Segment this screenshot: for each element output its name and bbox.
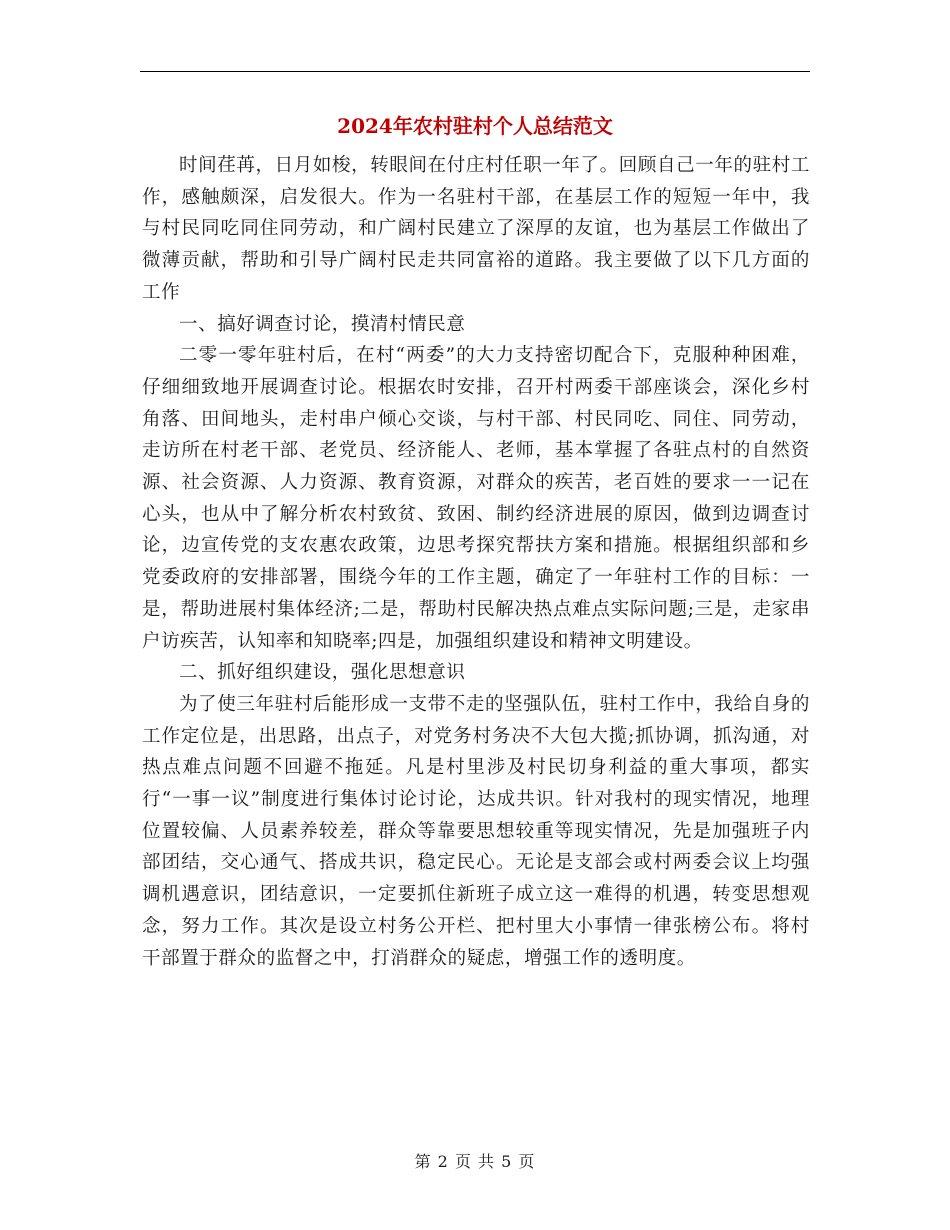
paragraph-intro: 时间荏苒，日月如梭，转眼间在付庄村任职一年了。回顾自己一年的驻村工作，感触颇深，启发很大。作为一名驻村干部，在基层工作的短短一年中，我与村民同吃同住同劳动，和广阔村民建立了深厚的友谊，也为基层工作做出了微薄贡献，帮助和引导广阔村民走共同富裕的道路。我主要做了以下几方面的工作 — [142, 155, 810, 303]
section-heading-2: 二、抓好组织建设，强化思想意识 — [179, 662, 466, 684]
paragraph-section-1: 二零一零年驻村后，在村“两委”的大力支持密切配合下，克服种种困难，仔细细致地开展调查讨论。根据农时安排，召开村两委干部座谈会，深化乡村角落、田间地头，走村串户倾心交谈，与村干部、村民同吃、同住、同劳动，走访所在村老干部、老党员、经济能人、老师，基本掌握了各驻点村的自然资源、社会资源、人力资源、教育资源，对群众的疾苦，老百姓的要求一一记在心头，也从中了解分析农村致贫、致困、制约经济进展的原因，做到边调查讨论，边宣传党的支农惠农政策，边思考探究帮扶方案和措施。根据组织部和乡党委政府的安排部署，围绕今年的工作主题，确定了一年驻村工作的目标：一是，帮助进展村集体经济;二是，帮助村民解决热点难点实际问题;三是，走家串户访疾苦，认知率和知晓率;四是，加强组织建设和精神文明建设。 — [142, 345, 810, 652]
header-rule — [140, 71, 810, 72]
document-body — [142, 150, 810, 974]
section-heading-1: 一、搞好调查讨论，摸清村情民意 — [179, 313, 466, 335]
document-title: 2024年农村驻村个人总结范文 — [337, 114, 613, 138]
page-number-footer: 第 2 页 共 5 页 — [414, 1152, 536, 1171]
paragraph-section-2: 为了使三年驻村后能形成一支带不走的坚强队伍，驻村工作中，我给自身的工作定位是，出思路，出点子，对党务村务决不大包大揽;抓协调，抓沟通，对热点难点问题不回避不拖延。凡是村里涉及村民切身利益的重大事项，都实行“一事一议”制度进行集体讨论讨论，达成共识。针对我村的现实情况，地理位置较偏、人员素养较差，群众等靠要思想较重等现实情况，先是加强班子内部团结，交心通气、搭成共识，稳定民心。无论是支部会或村两委会议上均强调机遇意识，团结意识，一定要抓住新班子成立这一难得的机遇，转变思想观念，努力工作。其次是设立村务公开栏、把村里大小事情一律张榜公布。将村干部置于群众的监督之中，打消群众的疑虑，增强工作的透明度。 — [142, 693, 810, 969]
